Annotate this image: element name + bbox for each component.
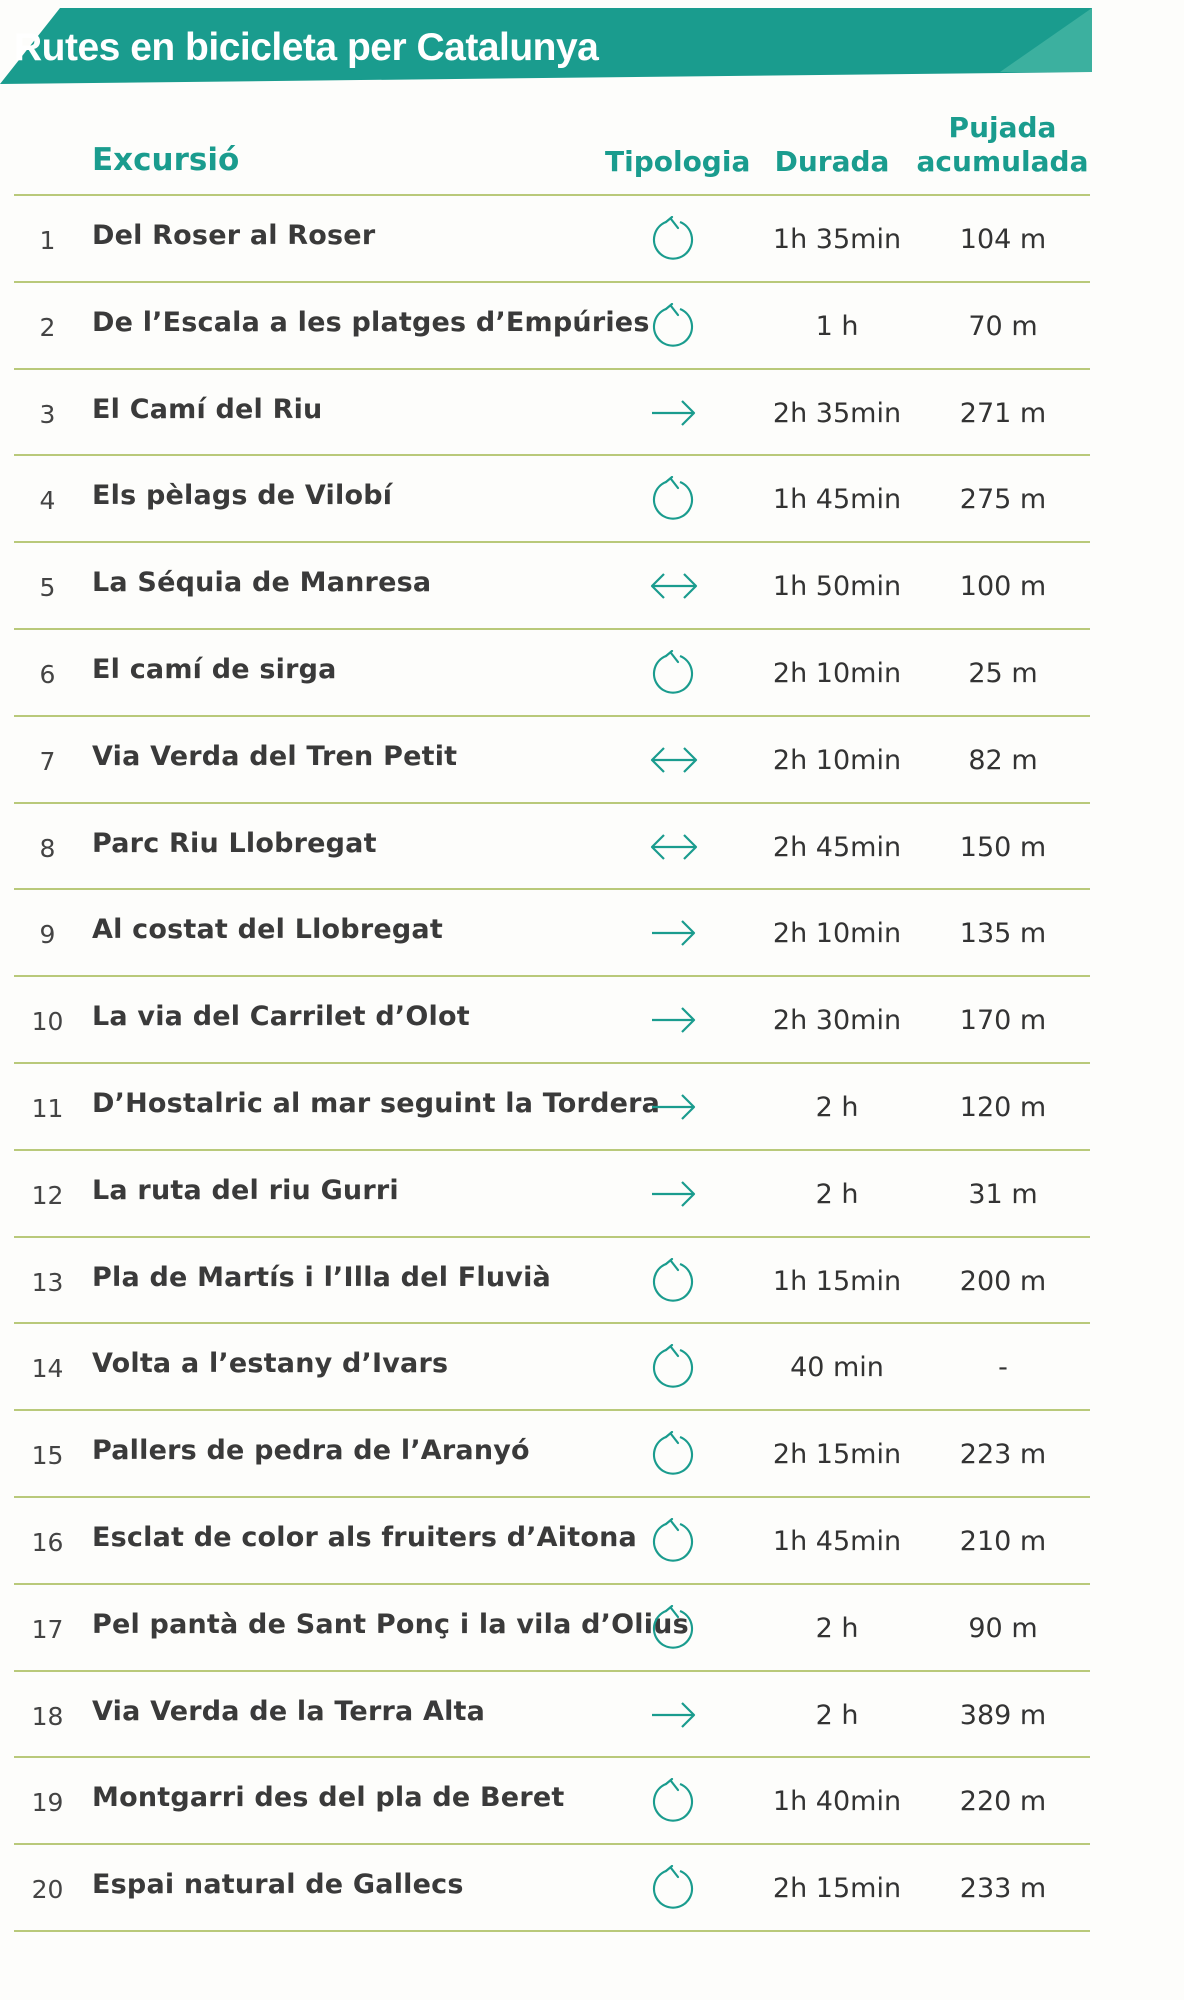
route-name: Via Verda de la Terra Alta bbox=[92, 1695, 486, 1727]
route-name: Espai natural de Gallecs bbox=[92, 1869, 464, 1901]
route-duration: 2h 35min bbox=[772, 397, 902, 429]
route-duration: 2h 10min bbox=[772, 918, 902, 950]
route-number: 16 bbox=[31, 1528, 64, 1557]
route-name: Pallers de pedra de l’Aranyó bbox=[92, 1435, 530, 1467]
route-ascent: 82 m bbox=[968, 744, 1038, 776]
route-ascent: 271 m bbox=[959, 397, 1047, 429]
table-row bbox=[0, 1585, 1184, 1671]
route-number: 20 bbox=[31, 1875, 64, 1905]
circular-route-icon bbox=[646, 1431, 702, 1477]
route-name: Parc Riu Llobregat bbox=[92, 827, 377, 859]
route-duration: 2h 45min bbox=[772, 831, 902, 863]
column-header-durada: Durada bbox=[774, 145, 890, 178]
route-ascent: 150 m bbox=[959, 831, 1047, 863]
route-name: De l’Escala a les platges d’Empúries bbox=[92, 306, 650, 338]
route-name: Pla de Martís i l’Illa del Fluvià bbox=[92, 1261, 551, 1293]
table-row bbox=[0, 1238, 1184, 1324]
route-name: D’Hostalric al mar seguint la Tordera bbox=[92, 1088, 661, 1119]
round-trip-arrow-icon bbox=[646, 737, 702, 783]
route-duration: 1h 45min bbox=[772, 1526, 902, 1557]
one-way-arrow-icon bbox=[646, 910, 702, 956]
route-number: 1 bbox=[39, 226, 56, 255]
route-name: Els pèlags de Vilobí bbox=[92, 480, 393, 512]
header-band bbox=[0, 8, 1092, 88]
route-number: 11 bbox=[31, 1094, 64, 1123]
route-ascent: 275 m bbox=[959, 484, 1047, 516]
route-number: 19 bbox=[31, 1788, 64, 1818]
route-name: El Camí del Riu bbox=[92, 393, 323, 425]
table-row bbox=[0, 717, 1184, 803]
route-number: 8 bbox=[39, 833, 56, 863]
one-way-arrow-icon bbox=[646, 997, 702, 1043]
route-duration: 2h 15min bbox=[772, 1439, 902, 1471]
route-duration: 2h 15min bbox=[772, 1873, 902, 1905]
circular-route-icon bbox=[646, 1344, 702, 1390]
route-duration: 1h 45min bbox=[772, 484, 902, 516]
route-ascent: 210 m bbox=[959, 1526, 1047, 1557]
route-name: Via Verda del Tren Petit bbox=[92, 740, 458, 772]
route-number: 10 bbox=[31, 1007, 64, 1037]
one-way-arrow-icon bbox=[646, 1692, 702, 1738]
route-number: 7 bbox=[39, 746, 56, 776]
table-row bbox=[0, 630, 1184, 716]
route-duration: 40 min bbox=[790, 1352, 884, 1384]
table-row bbox=[0, 1064, 1184, 1150]
route-ascent: 389 m bbox=[959, 1699, 1047, 1731]
route-ascent: 220 m bbox=[959, 1786, 1047, 1818]
route-number: 13 bbox=[31, 1267, 64, 1297]
column-header-pujada bbox=[910, 111, 1095, 179]
table-row bbox=[0, 196, 1184, 282]
row-divider bbox=[14, 1930, 1090, 1932]
route-number: 18 bbox=[31, 1701, 64, 1731]
route-ascent: - bbox=[998, 1352, 1008, 1384]
table-row bbox=[0, 1151, 1184, 1237]
one-way-arrow-icon bbox=[646, 1171, 702, 1217]
route-duration: 2h 30min bbox=[772, 1005, 902, 1037]
route-name: Montgarri des del pla de Beret bbox=[92, 1782, 565, 1814]
route-name: La ruta del riu Gurri bbox=[92, 1174, 399, 1206]
route-name: La Séquia de Manresa bbox=[92, 567, 432, 599]
route-duration: 2 h bbox=[815, 1092, 859, 1123]
route-duration: 2 h bbox=[815, 1178, 859, 1210]
route-duration: 2h 10min bbox=[772, 744, 902, 776]
route-ascent: 233 m bbox=[959, 1873, 1047, 1905]
route-duration: 1 h bbox=[815, 310, 859, 342]
route-duration: 1h 40min bbox=[772, 1786, 902, 1818]
table-row bbox=[0, 370, 1184, 456]
route-ascent: 70 m bbox=[968, 310, 1038, 342]
table-row bbox=[0, 283, 1184, 369]
route-name: Del Roser al Roser bbox=[92, 220, 376, 251]
route-name: Esclat de color als fruiters d’Aitona bbox=[92, 1522, 637, 1553]
table-row bbox=[0, 1411, 1184, 1497]
route-duration: 2 h bbox=[815, 1612, 859, 1644]
table-row bbox=[0, 804, 1184, 890]
table-row bbox=[0, 1672, 1184, 1758]
circular-route-icon bbox=[646, 650, 702, 696]
route-ascent: 100 m bbox=[959, 571, 1047, 603]
route-number: 4 bbox=[39, 486, 56, 516]
route-ascent: 25 m bbox=[968, 658, 1038, 689]
route-number: 2 bbox=[39, 312, 56, 342]
column-header-pujada-line2: acumulada bbox=[916, 145, 1089, 178]
column-header-pujada-line1: Pujada bbox=[948, 111, 1057, 144]
route-name: El camí de sirga bbox=[92, 654, 337, 685]
route-ascent: 31 m bbox=[968, 1178, 1038, 1210]
route-name: Pel pantà de Sant Ponç i la vila d’Olius bbox=[92, 1608, 689, 1640]
route-number: 14 bbox=[31, 1354, 64, 1384]
circular-route-icon bbox=[646, 476, 702, 522]
route-duration: 2h 10min bbox=[772, 658, 902, 689]
table-row bbox=[0, 1758, 1184, 1844]
round-trip-arrow-icon bbox=[646, 824, 702, 870]
round-trip-arrow-icon bbox=[646, 563, 702, 609]
one-way-arrow-icon bbox=[646, 390, 702, 436]
column-header-excursio: Excursió bbox=[92, 142, 240, 178]
route-ascent: 223 m bbox=[959, 1439, 1047, 1471]
circular-route-icon bbox=[646, 1518, 702, 1564]
route-number: 5 bbox=[39, 573, 56, 603]
column-header-tipologia: Tipologia bbox=[605, 145, 751, 178]
route-ascent: 104 m bbox=[959, 224, 1047, 255]
route-duration: 1h 35min bbox=[772, 224, 902, 255]
route-ascent: 170 m bbox=[959, 1005, 1047, 1037]
table-row bbox=[0, 1498, 1184, 1584]
one-way-arrow-icon bbox=[646, 1084, 702, 1130]
route-duration: 2 h bbox=[815, 1699, 859, 1731]
route-ascent: 90 m bbox=[968, 1612, 1038, 1644]
route-number: 9 bbox=[39, 920, 56, 950]
route-duration: 1h 15min bbox=[772, 1265, 902, 1297]
circular-route-icon bbox=[646, 1778, 702, 1824]
circular-route-icon bbox=[646, 303, 702, 349]
route-ascent: 200 m bbox=[959, 1265, 1047, 1297]
route-ascent: 120 m bbox=[959, 1092, 1047, 1123]
circular-route-icon bbox=[646, 1258, 702, 1304]
route-duration: 1h 50min bbox=[772, 571, 902, 603]
circular-route-icon bbox=[646, 1865, 702, 1911]
page-title: Rutes en bicicleta per Catalunya bbox=[14, 26, 599, 69]
route-name: Al costat del Llobregat bbox=[92, 914, 443, 946]
route-number: 15 bbox=[31, 1441, 64, 1471]
circular-route-icon bbox=[646, 216, 702, 262]
route-number: 3 bbox=[39, 399, 56, 429]
circular-route-icon bbox=[646, 1605, 702, 1651]
route-number: 6 bbox=[39, 660, 56, 689]
route-number: 12 bbox=[31, 1180, 64, 1210]
table-row bbox=[0, 1845, 1184, 1931]
table-row bbox=[0, 456, 1184, 542]
table-row bbox=[0, 977, 1184, 1063]
route-ascent: 135 m bbox=[959, 918, 1047, 950]
table-row bbox=[0, 543, 1184, 629]
table-row bbox=[0, 890, 1184, 976]
route-name: La via del Carrilet d’Olot bbox=[92, 1001, 470, 1033]
route-name: Volta a l’estany d’Ivars bbox=[92, 1348, 449, 1380]
route-number: 17 bbox=[31, 1614, 64, 1644]
table-row bbox=[0, 1324, 1184, 1410]
